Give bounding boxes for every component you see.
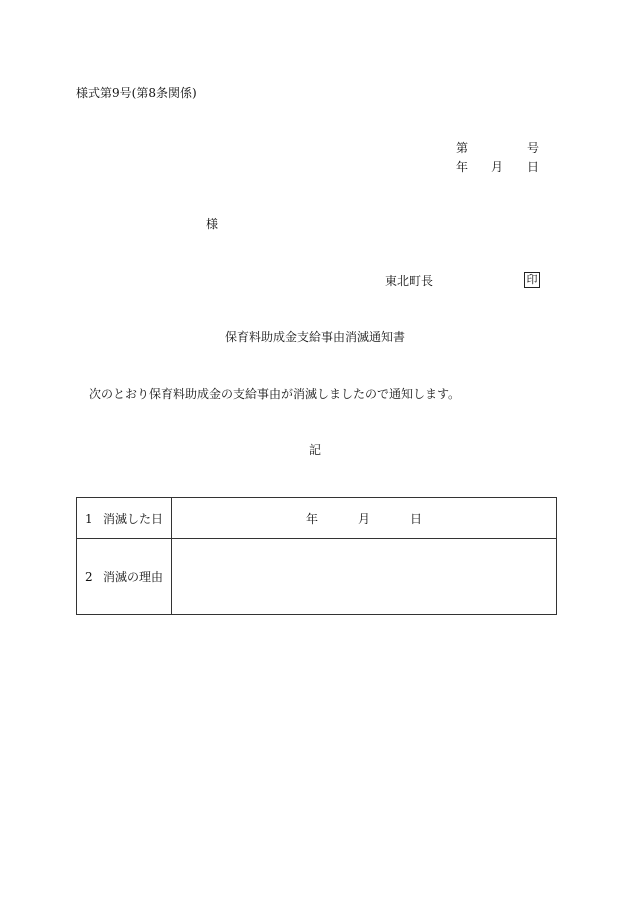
table-row [77,539,557,615]
ki-heading: 記 [308,443,321,457]
row-label-cell [77,498,172,539]
issue-date-year: 年 [456,160,469,174]
extinction-reason-field[interactable] [172,539,557,615]
row-label-cell [77,539,172,615]
record-table [76,497,557,615]
row-number: 2 [85,570,93,584]
body-text: 次のとおり保育料助成金の支給事由が消滅しましたので通知します。 [89,387,461,401]
table-row [77,498,557,539]
form-number-label: 様式第9号(第8条関係) [76,86,197,100]
issue-date-month: 月 [491,160,504,174]
addressee-honorific: 様 [206,217,219,231]
document-title: 保育料助成金支給事由消滅通知書 [224,330,405,344]
document-number-prefix: 第 [456,141,469,155]
issuer-name: 東北町長 [385,274,434,288]
row-label: 消滅の理由 [103,570,164,584]
row-number: 1 [85,511,93,526]
issue-date-day: 日 [527,160,540,174]
extinction-date-day: 日 [410,511,423,526]
extinction-date-field[interactable] [172,498,557,539]
extinction-date-month: 月 [357,511,370,526]
seal-icon: 印 [524,272,540,288]
row-label: 消滅した日 [103,511,164,526]
extinction-date-year: 年 [305,511,318,526]
document-number-suffix: 号 [527,141,540,155]
